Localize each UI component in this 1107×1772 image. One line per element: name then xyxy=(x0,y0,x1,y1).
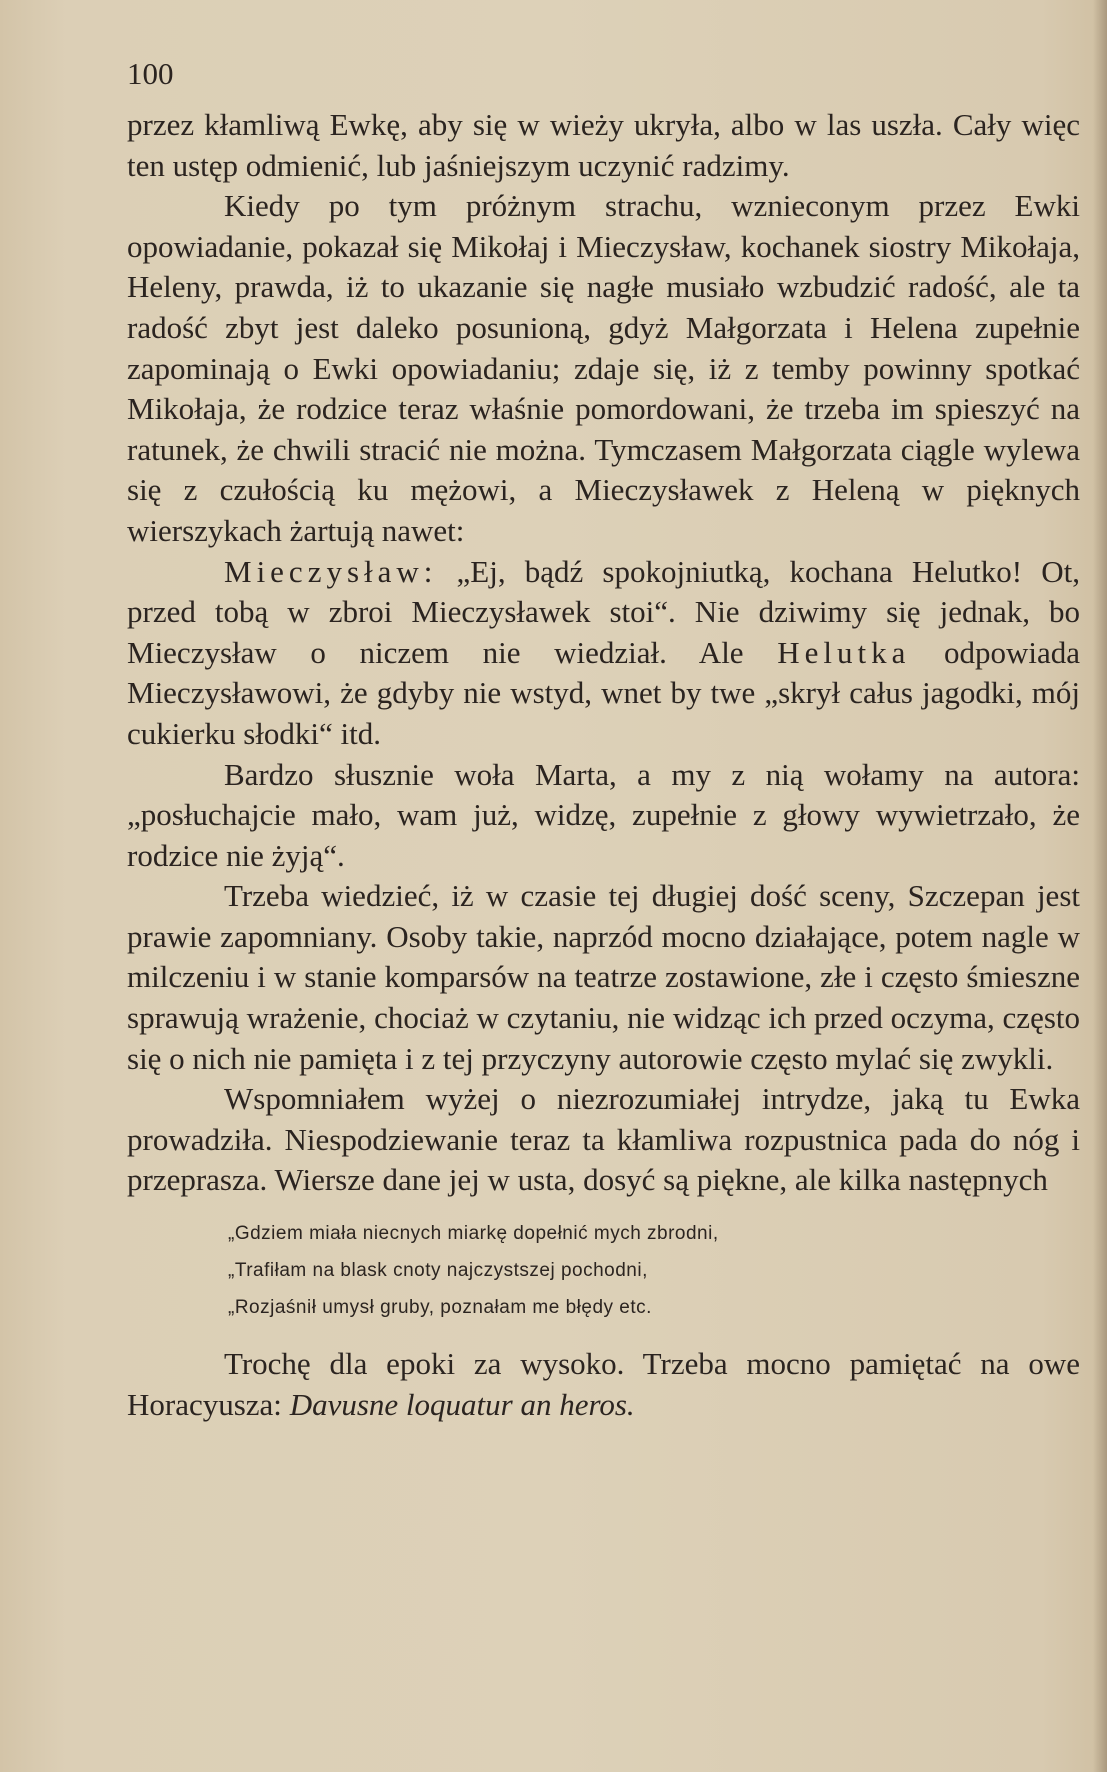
emphasized-name: Helutka xyxy=(777,634,911,670)
verse-quote xyxy=(228,1215,1080,1326)
paragraph-1: przez kłamliwą Ewkę, aby się w wieży ukryła, albo w las uszła. Cały więc ten ustęp odmienić, lub jaśniejszym uczynić radzimy. xyxy=(127,107,1080,183)
paragraph-3-part-b: odpowiada Mieczysławowi, że gdyby nie wstyd, wnet by twe „skrył całus jagodki, mój cukierku słodki“ itd. xyxy=(127,634,1080,751)
latin-quote: Davusne loquatur an heros. xyxy=(289,1386,635,1422)
speaker-name: Mieczysław: xyxy=(224,553,438,589)
paragraph-6: Wspomniałem wyżej o niezrozumiałej intrydze, jaką tu Ewka prowadziła. Niespodziewanie teraz ta kłamliwa rozpustnica pada do nóg i przeprasza. Wiersze dane jej w usta, dosyć są piękne, ale kilka następnych xyxy=(127,1081,1080,1198)
paragraph-2: Kiedy po tym próżnym strachu, wznieconym przez Ewki opowiadanie, pokazał się Mikołaj i Mieczysław, kochanek siostry Mikołaja, Heleny, prawda, iż to ukazanie się nagłe musiało wzbudzić radość, ale ta radość zbyt jest daleko posunioną, gdyż Małgorzata i Helena zupełnie zapominają o Ewki opowiadaniu; zdaje się, iż z temby powinny spotkać Mikołaja, że rodzice teraz właśnie pomordowani, że trzeba im spieszyć na ratunek, że chwili stracić nie można. Tymczasem Małgorzata ciągle wylewa się z czułością ku mężowi, a Mieczysławek z Heleną w pięknych wierszykach żartują nawet: xyxy=(127,188,1080,548)
page-edge-shadow xyxy=(1093,0,1107,1772)
paragraph-7 xyxy=(127,1344,1080,1425)
verse-line: „Rozjaśnił umysł gruby, poznałam me błędy etc. xyxy=(228,1297,652,1319)
paragraph-3-part-a: „Ej, bądź spokojniutką, kochana Helutko! Ot, przed tobą w zbroi Mieczysławek stoi“. Nie dziwimy się jednak, bo Mieczysław o niczem nie wiedział. Ale xyxy=(127,553,1081,670)
paragraph-4: Bardzo słusznie woła Marta, a my z nią wołamy na autora: „posłuchajcie mało, wam już, widzę, zupełnie z głowy wywietrzało, że rodzice nie żyją“. xyxy=(127,756,1080,873)
verse-line: „Gdziem miała niecnych miarkę dopełnić mych zbrodni, xyxy=(228,1223,719,1245)
paragraph-7-text: Trochę dla epoki za wysoko. Trzeba mocno pamiętać na owe Horacyusza: xyxy=(127,1346,1080,1422)
page-number: 100 xyxy=(127,56,174,91)
paragraph-3 xyxy=(127,552,1080,755)
verse-line: „Trafiłam na blask cnoty najczystszej pochodni, xyxy=(228,1260,648,1282)
page-body xyxy=(127,105,1080,1425)
paragraph-5: Trzeba wiedzieć, iż w czasie tej długiej dość sceny, Szczepan jest prawie zapomniany. Osoby takie, naprzód mocno działające, potem nagle w milczeniu i w stanie komparsów na teatrze zostawione, złe i często śmieszne sprawują wrażenie, chociaż w czytaniu, nie widząc ich przed oczyma, często się o nich nie pamięta i z tej przyczyny autorowie często mylać się zwykli. xyxy=(127,878,1080,1076)
